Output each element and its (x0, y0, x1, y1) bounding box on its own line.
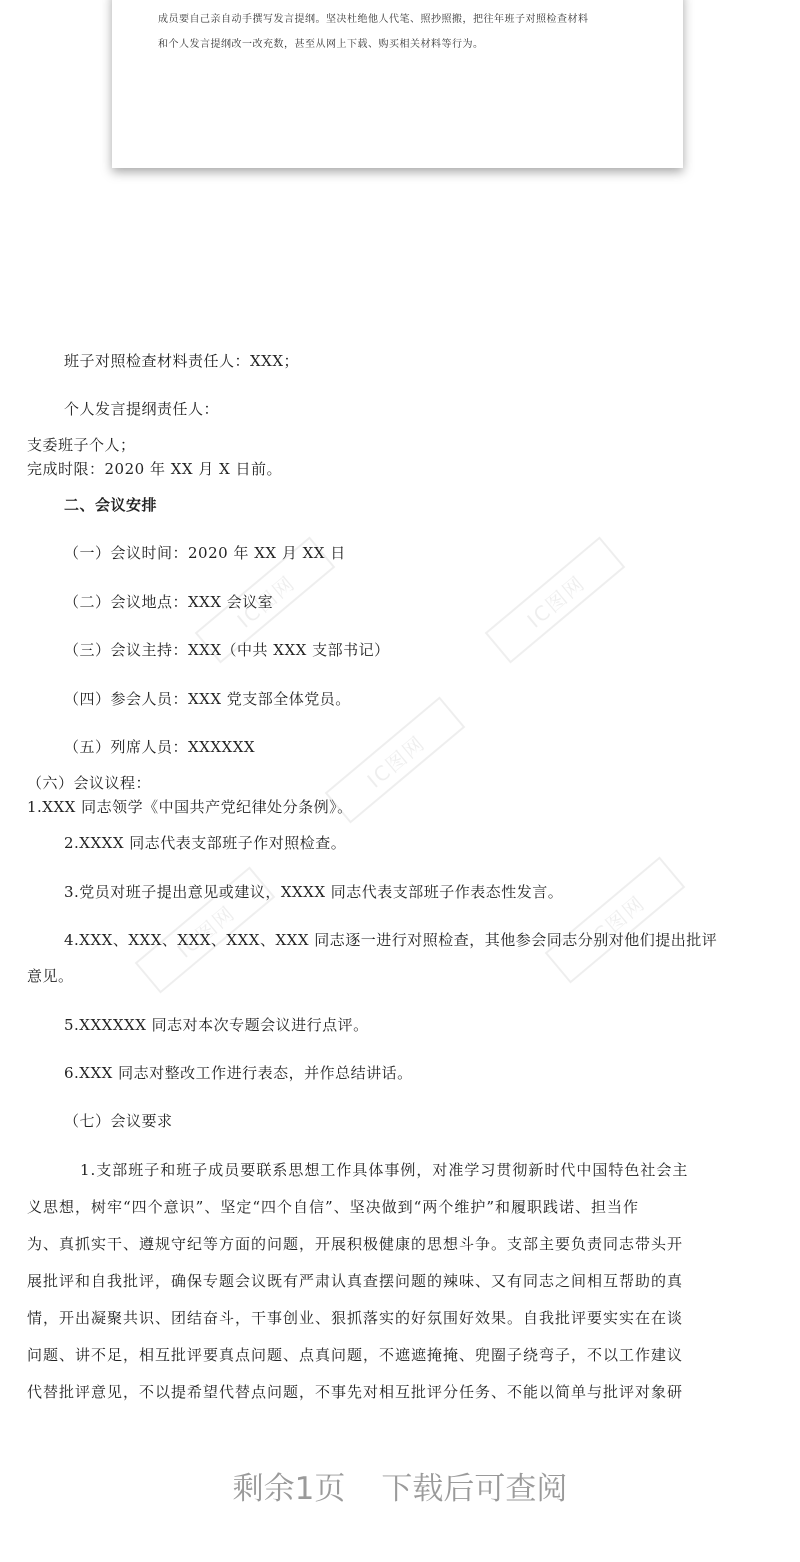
section-heading: 二、会议安排 (64, 496, 158, 514)
watermark-logo: IC图网 (195, 536, 336, 663)
meeting-host-line: （三）会议主持：XXX（中共 XXX 支部书记） (64, 641, 390, 659)
agenda-item-4-cont: 意见。 (27, 967, 74, 985)
previous-page-preview (112, 0, 683, 168)
meeting-location-line: （二）会议地点：XXX 会议室 (64, 593, 274, 611)
outline-responsible-line: 个人发言提纲责任人： (64, 400, 220, 418)
requirements-heading: （七）会议要求 (64, 1112, 173, 1130)
preview-line-2: 和个人发言提纲改一改充数，甚至从网上下载、购买相关材料等行为。 (158, 39, 484, 50)
agenda-heading: （六）会议议程： (27, 774, 152, 792)
committee-line: 支委班子个人； (27, 436, 136, 454)
watermark-logo: IC图网 (545, 856, 686, 983)
download-prompt[interactable] (0, 1463, 800, 1508)
download-to-view-label[interactable]: 下载后可查阅 (381, 1471, 568, 1507)
agenda-item-1: 1.XXX 同志领学《中国共产党纪律处分条例》。 (27, 798, 353, 816)
paragraph-line-3: 为、真抓实干、遵规守纪等方面的问题，开展积极健康的思想斗争。支部主要负责同志带头开 (27, 1235, 684, 1253)
paragraph-line-4: 展批评和自我批评，确保专题会议既有严肃认真查摆问题的辣味、又有同志之间相互帮助的真 (27, 1272, 684, 1290)
agenda-item-5: 5.XXXXXX 同志对本次专题会议进行点评。 (64, 1016, 369, 1034)
watermark-logo: IC图网 (485, 536, 626, 663)
paragraph-line-6: 问题、讲不足，相互批评要真点问题、点真问题，不遮遮掩掩、兜圈子绕弯子，不以工作建议 (27, 1346, 684, 1364)
watermark-logo: IC图网 (325, 696, 466, 823)
agenda-item-2: 2.XXXX 同志代表支部班子作对照检查。 (64, 834, 347, 852)
deadline-line: 完成时限：2020 年 XX 月 X 日前。 (27, 460, 283, 478)
observers-line: （五）列席人员：XXXXXX (64, 738, 256, 756)
paragraph-line-7: 代替批评意见，不以提希望代替点问题，不事先对相互批评分任务、不能以简单与批评对象研 (27, 1383, 684, 1401)
paragraph-line-2: 义思想，树牢“四个意识”、坚定“四个自信”、坚决做到“两个维护”和履职践诺、担当作 (27, 1198, 640, 1216)
remaining-pages-label[interactable]: 剩余1页 (232, 1471, 346, 1507)
preview-line-1: 成员要自己亲自动手撰写发言提纲。坚决杜绝他人代笔、照抄照搬，把往年班子对照检查材料 (158, 14, 589, 25)
attendees-line: （四）参会人员：XXX 党支部全体党员。 (64, 690, 351, 708)
paragraph-line-5: 情，开出凝聚共识、团结奋斗，干事创业、狠抓落实的好氛围好效果。自我批评要实实在在谈 (27, 1309, 684, 1327)
responsible-person-line: 班子对照检查材料责任人：XXX； (64, 352, 300, 370)
meeting-time-line: （一）会议时间：2020 年 XX 月 XX 日 (64, 544, 346, 562)
watermark-logo: IC图网 (135, 866, 276, 993)
agenda-item-3: 3.党员对班子提出意见或建议，XXXX 同志代表支部班子作表态性发言。 (64, 883, 564, 901)
agenda-item-4: 4.XXX、XXX、XXX、XXX、XXX 同志逐一进行对照检查，其他参会同志分别对他们提出批评 (64, 931, 718, 949)
agenda-item-6: 6.XXX 同志对整改工作进行表态，并作总结讲话。 (64, 1064, 413, 1082)
paragraph-line-1: 1.支部班子和班子成员要联系思想工作具体事例，对准学习贯彻新时代中国特色社会主 (80, 1161, 689, 1179)
